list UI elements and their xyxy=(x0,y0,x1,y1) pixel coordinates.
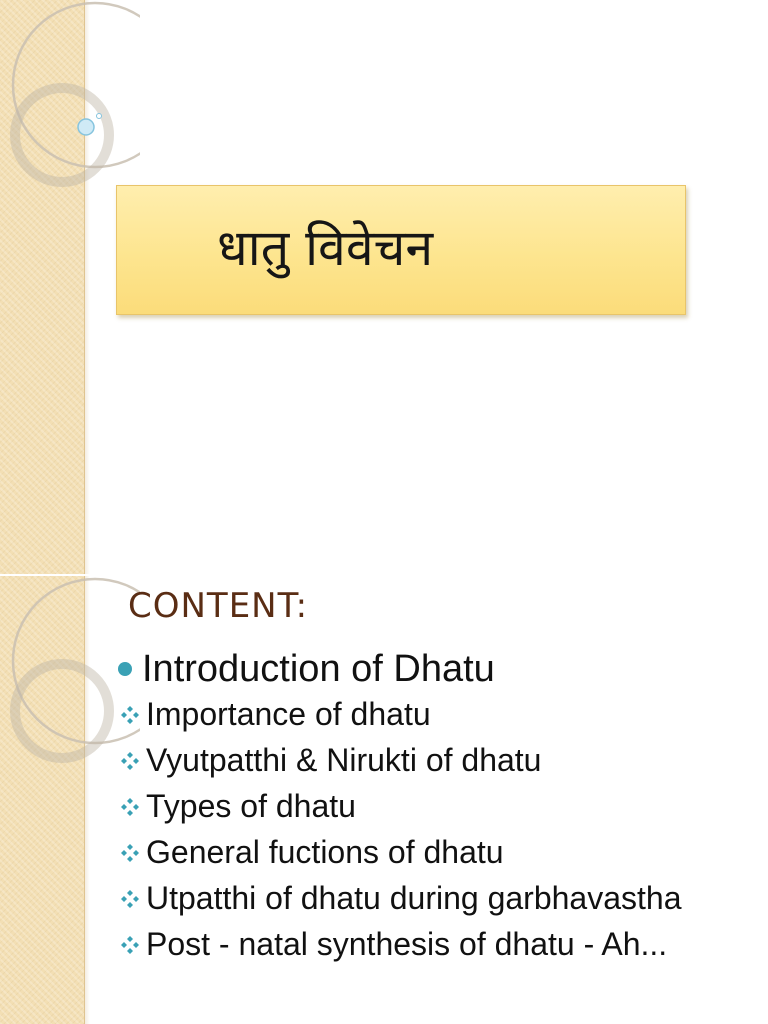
diamond-bullet-icon xyxy=(118,788,146,824)
diamond-bullet-icon xyxy=(118,834,146,870)
list-item xyxy=(118,834,758,870)
diamond-bullet-icon xyxy=(118,880,146,916)
content-heading: CONTENT: xyxy=(128,586,309,626)
list-item xyxy=(118,696,758,732)
list-item-label: Utpatthi of dhatu during garbhavastha xyxy=(146,880,682,916)
diamond-bullet-icon xyxy=(118,926,146,962)
intro-item xyxy=(118,644,758,694)
diamond-bullet-icon xyxy=(118,742,146,778)
slide-title: धातु विवेचन xyxy=(217,219,434,277)
list-item xyxy=(118,926,758,962)
list-item xyxy=(118,788,758,824)
dot-bullet-icon xyxy=(118,662,132,676)
diamond-bullet-icon xyxy=(118,696,146,732)
list-item-label: Types of dhatu xyxy=(146,788,356,824)
title-box xyxy=(116,185,686,315)
list-item-label: Importance of dhatu xyxy=(146,696,431,732)
list-item xyxy=(118,880,758,916)
list-item-label: Vyutpatthi & Nirukti of dhatu xyxy=(146,742,542,778)
list-item xyxy=(118,742,758,778)
content-list xyxy=(118,644,758,972)
slide-2 xyxy=(0,576,768,1024)
intro-label: Introduction of Dhatu xyxy=(142,648,495,690)
list-item-label: Post - natal synthesis of dhatu - Ah... xyxy=(146,926,668,962)
list-item-label: General fuctions of dhatu xyxy=(146,834,504,870)
